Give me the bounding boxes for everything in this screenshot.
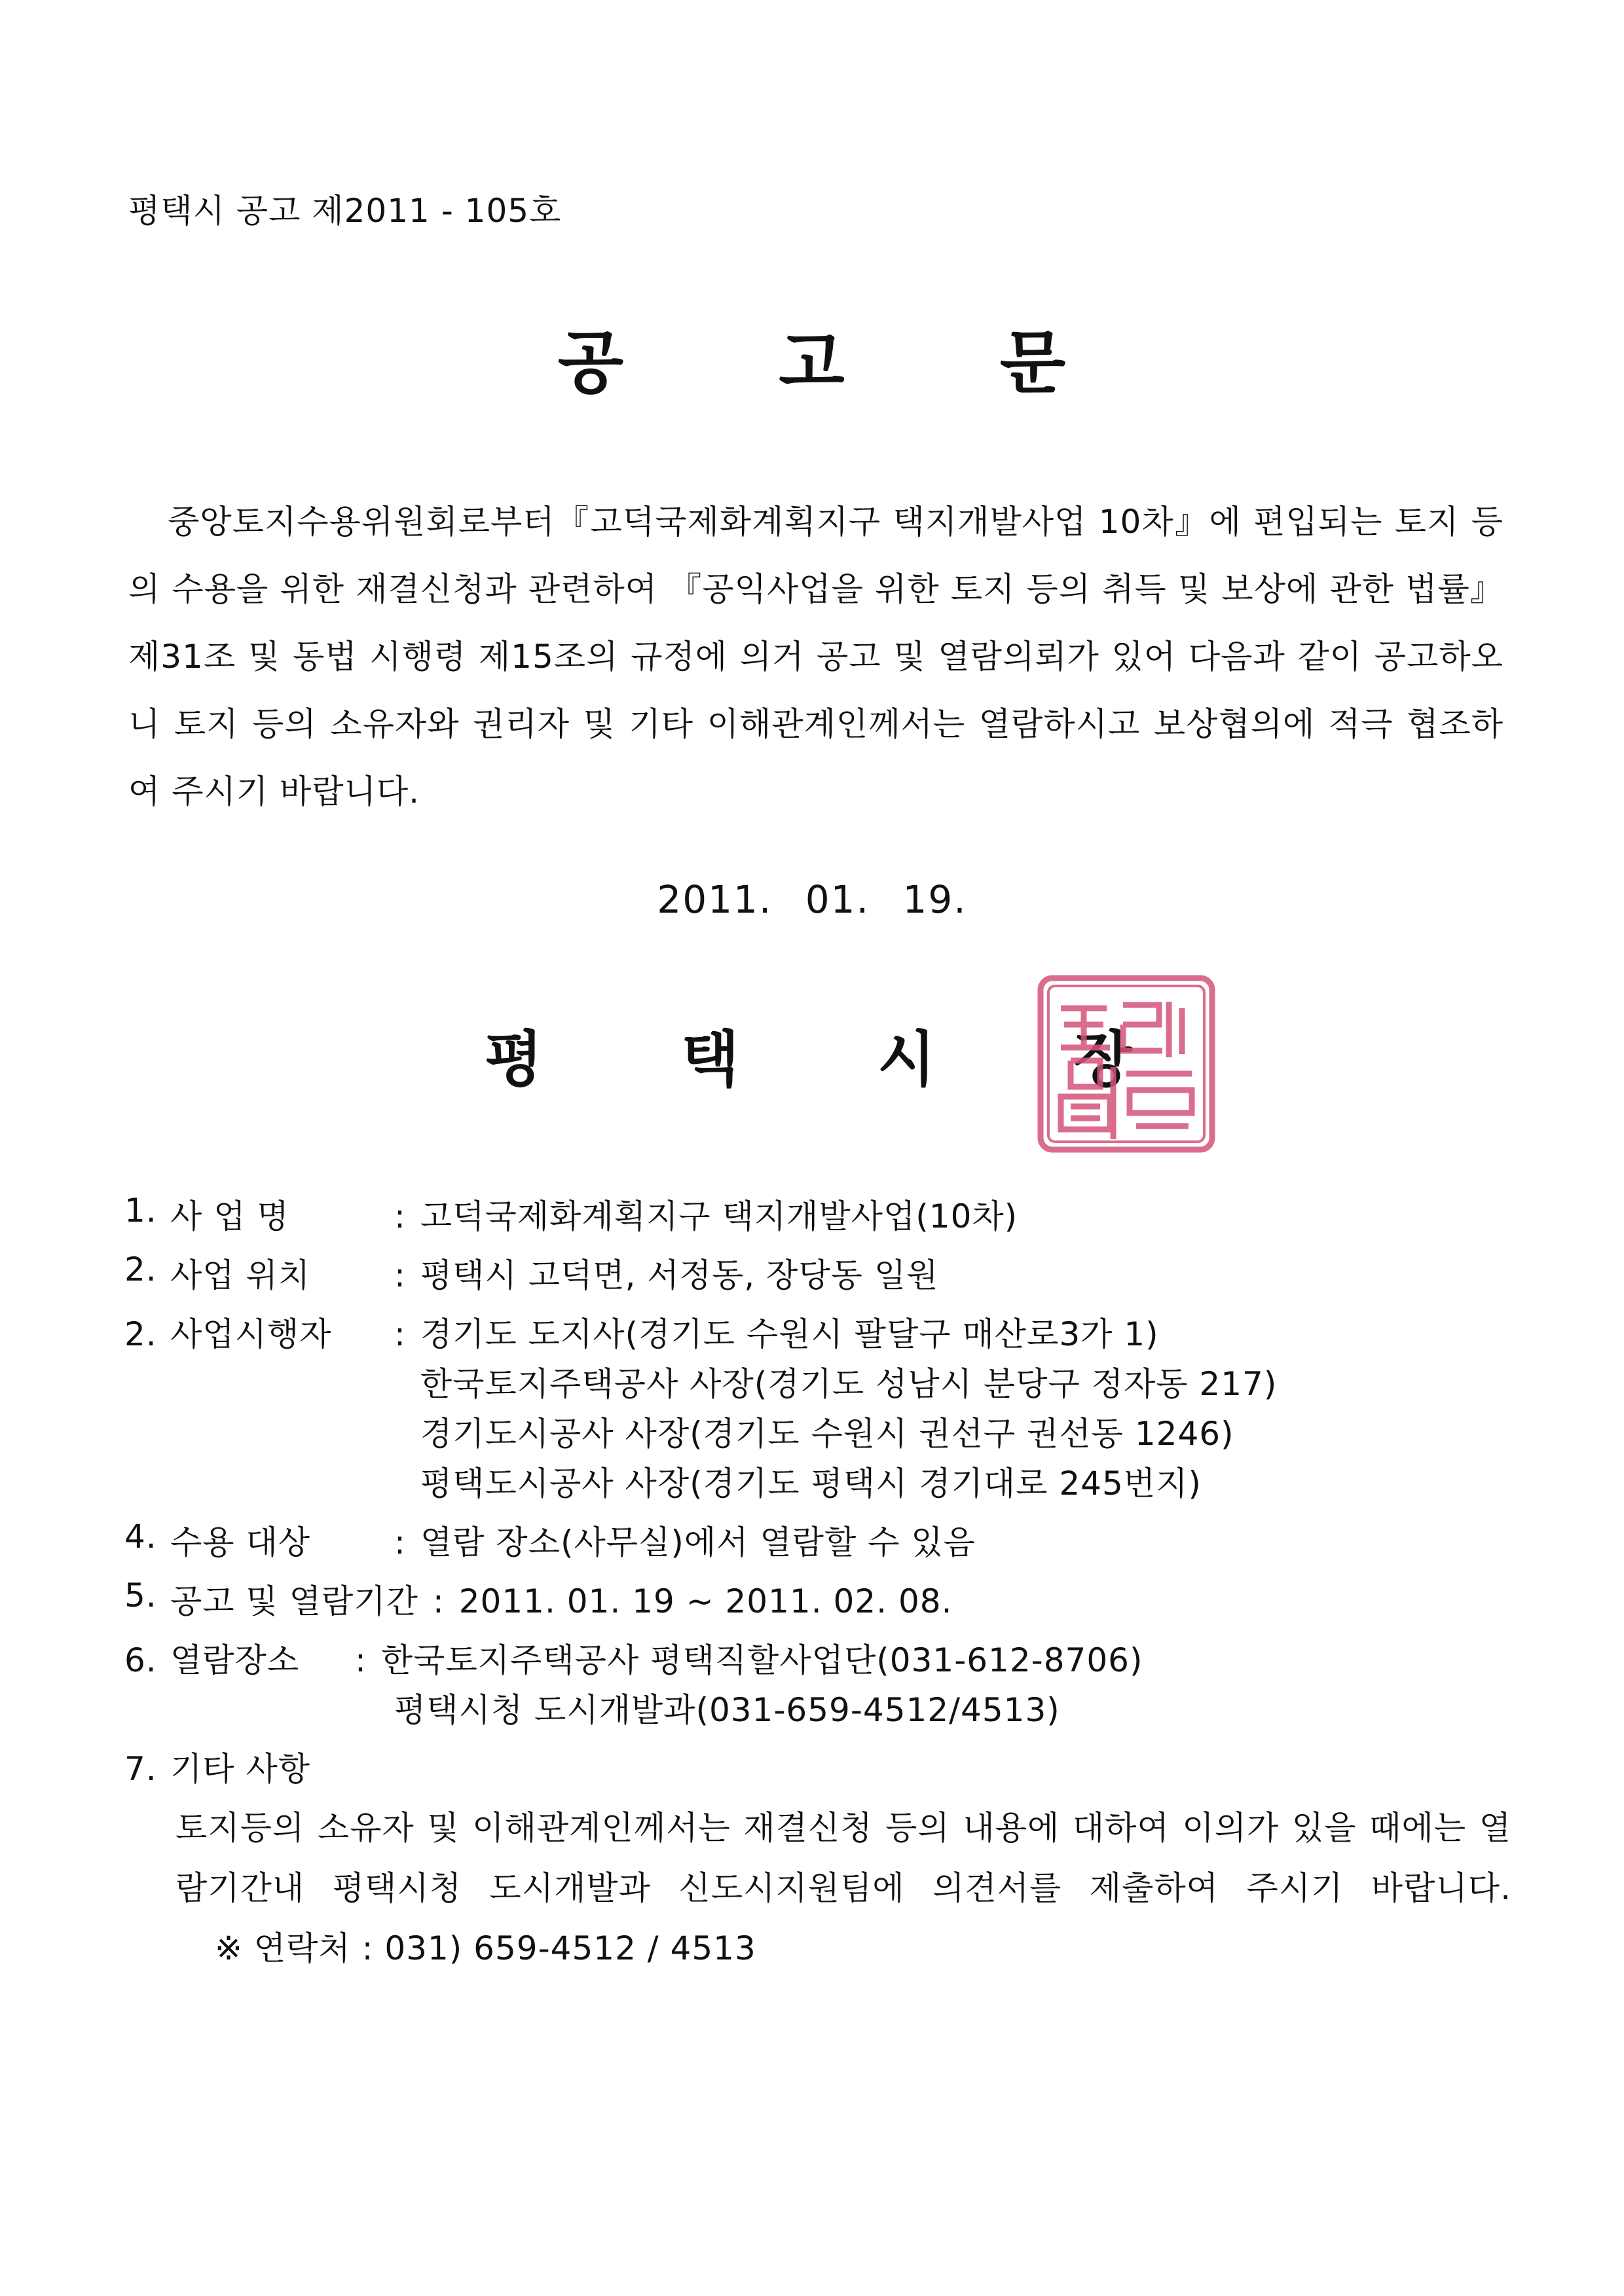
item-project-operator (124, 1309, 1513, 1508)
item-misc (124, 1744, 1513, 1794)
item-value: 평택시 고덕면, 서정동, 장당동 일원 (420, 1256, 939, 1294)
title-char: 공 (557, 323, 625, 403)
signer-char: 평 (485, 1025, 543, 1095)
item-value: 경기도 도지사(경기도 수원시 팔달구 매산로3가 1) (420, 1315, 1159, 1353)
item-separator: : (394, 1256, 406, 1294)
item-separator: : (394, 1197, 406, 1235)
item-value: 경기도시공사 사장(경기도 수원시 권선구 권선동 1246) (420, 1415, 1234, 1453)
official-seal (1031, 969, 1221, 1159)
item-separator: : (355, 1641, 367, 1679)
misc-text-block (175, 1798, 1511, 1978)
item-value: 한국토지주택공사 평택직할사업단(031-612-8706) (380, 1641, 1143, 1679)
item-label: 사업 위치 (170, 1256, 311, 1294)
item-value: 2011. 01. 19 ~ 2011. 02. 08. (458, 1582, 953, 1620)
item-label: 열람장소 (170, 1641, 300, 1679)
seal-stamp-icon (1031, 969, 1221, 1159)
item-inspection-place (124, 1635, 1513, 1735)
misc-text: 토지등의 소유자 및 이해관계인께서는 재결신청 등의 내용에 대하여 이의가 있을 때에는 열람기간내 평택시청 도시개발과 신도시지원팀에 의견서를 제출하여 주시기 바랍니다. (175, 1809, 1511, 1907)
item-value: 고덕국제화계획지구 택지개발사업(10차) (420, 1197, 1018, 1235)
item-label: 사업시행자 (170, 1315, 332, 1353)
item-value: 평택도시공사 사장(경기도 평택시 경기대로 245번지) (420, 1465, 1202, 1503)
item-project-location (124, 1250, 1513, 1309)
item-expropriation-target (124, 1518, 1513, 1576)
notice-number: 평택시 공고 제2011 - 105호 (128, 192, 562, 230)
item-number: 2. (124, 1250, 157, 1288)
item-label: 사 업 명 (170, 1197, 289, 1235)
item-project-name (124, 1192, 1513, 1250)
signer-char: 장 (1074, 1025, 1132, 1095)
item-label: 수용 대상 (170, 1523, 311, 1561)
item-number: 5. (124, 1576, 157, 1614)
item-number: 2. (124, 1315, 157, 1353)
item-separator: : (432, 1582, 445, 1620)
contact-info: ※ 연락처 : 031) 659-4512 / 4513 (215, 1929, 756, 1967)
item-label: 공고 및 열람기간 (170, 1582, 418, 1620)
item-value: 평택시청 도시개발과(031-659-4512/4513) (394, 1691, 1060, 1729)
notice-date: 2011. 01. 19. (657, 877, 967, 922)
title-char: 고 (779, 323, 845, 403)
item-number: 4. (124, 1518, 157, 1556)
item-number: 1. (124, 1192, 157, 1230)
item-separator: : (394, 1523, 406, 1561)
item-separator: : (394, 1315, 406, 1353)
signer-char: 택 (681, 1025, 739, 1095)
item-inspection-period (124, 1576, 1513, 1635)
notice-title (0, 308, 1624, 406)
item-value: 열람 장소(사무실)에서 열람할 수 있음 (420, 1523, 976, 1561)
item-number: 7. (124, 1750, 157, 1788)
signer-char: 시 (877, 1025, 936, 1095)
item-number: 6. (124, 1641, 157, 1679)
title-char: 문 (999, 323, 1067, 403)
item-label: 기타 사항 (170, 1750, 311, 1788)
item-value: 한국토지주택공사 사장(경기도 성남시 분당구 정자동 217) (420, 1365, 1278, 1403)
notice-items (124, 1192, 1513, 1978)
notice-body: 중앙토지수용위원회로부터『고덕국제화계획지구 택지개발사업 10차』에 편입되는 토지 등의 수용을 위한 재결신청과 관련하여 『공익사업을 위한 토지 등의 취득 및 보상에 관한 법률』제31조 및 동법 시행령 제15조의 규정에 의거 공고 및 열람의뢰가 있어 다음과 같이 공고하오니 토지 등의 소유자와 권리자 및 기타 이해관계인께서는 열람하시고 보상협의에 적극 협조하여 주시기 바랍니다. (128, 503, 1504, 811)
